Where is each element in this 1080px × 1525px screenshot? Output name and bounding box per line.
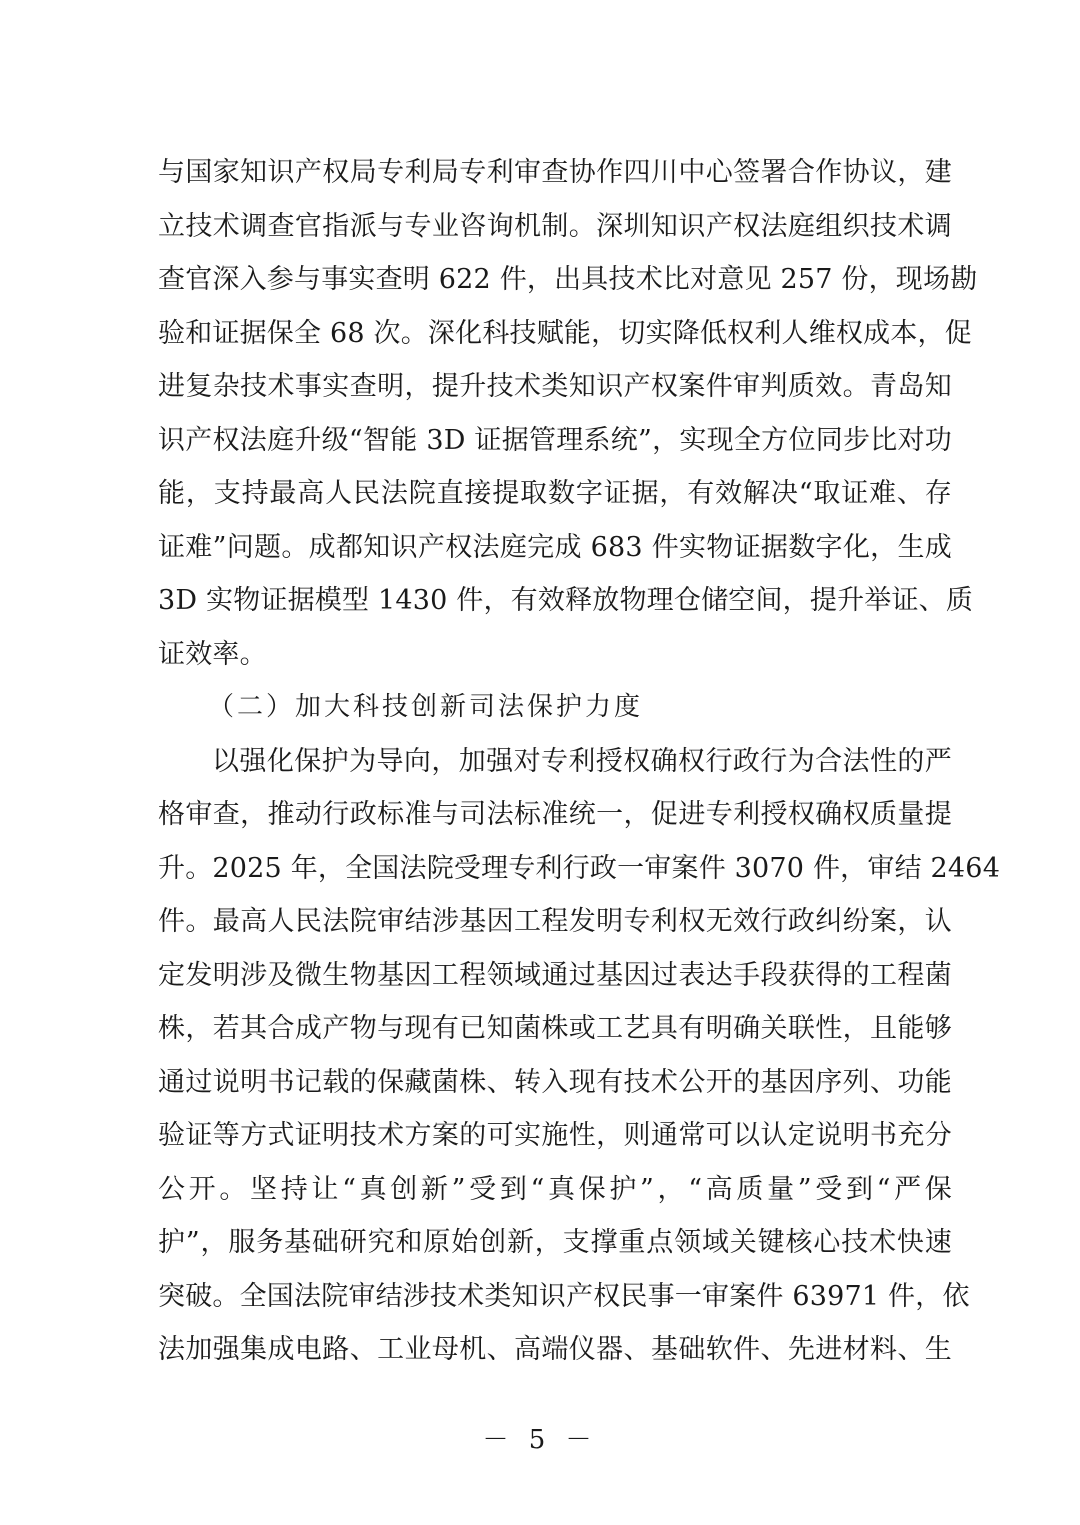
paragraph-line: 查官深入参与事实查明 622 件，出具技术比对意见 257 份，现场勘: [158, 264, 978, 295]
paragraph-line: 立技术调查官指派与专业咨询机制。深圳知识产权法庭组织技术调: [158, 210, 952, 242]
paragraph-line: 证效率。: [158, 638, 267, 670]
paragraph-line: 护”，服务基础研究和原始创新，支撑重点领域关键核心技术快速: [158, 1227, 952, 1258]
paragraph-line: 验证等方式证明技术方案的可实施性，则通常可以认定说明书充分: [158, 1120, 952, 1151]
paragraph-line: 株，若其合成产物与现有已知菌株或工艺具有明确关联性，且能够: [158, 1013, 952, 1044]
page-number: － 5 －: [482, 1425, 598, 1455]
paragraph-line: 3D 实物证据模型 1430 件，有效释放物理仓储空间，提升举证、质: [158, 585, 974, 616]
paragraph-line: 突破。全国法院审结涉技术类知识产权民事一审案件 63971 件，依: [158, 1280, 970, 1312]
paragraph-line: 法加强集成电路、工业母机、高端仪器、基础软件、先进材料、生: [158, 1334, 952, 1365]
body-text: [158, 146, 1001, 1377]
paragraph-line: 证难”问题。成都知识产权法庭完成 683 件实物证据数字化，生成: [158, 531, 952, 563]
paragraph-line: 与国家知识产权局专利局专利审查协作四川中心签署合作协议，建: [158, 157, 952, 188]
paragraph-line: 进复杂技术事实查明，提升技术类知识产权案件审判质效。青岛知: [158, 371, 952, 402]
paragraph-line: 识产权法庭升级“智能 3D 证据管理系统”，实现全方位同步比对功: [158, 424, 952, 456]
paragraph-line: 通过说明书记载的保藏菌株、转入现有技术公开的基因序列、功能: [158, 1066, 952, 1098]
paragraph-line: 验和证据保全 68 次。深化科技赋能，切实降低权利人维权成本，促: [158, 317, 972, 349]
paragraph-line: 以强化保护为导向，加强对专利授权确权行政行为合法性的严: [212, 745, 952, 777]
paragraph-line: 升。2025 年，全国法院受理专利行政一审案件 3070 件，审结 2464: [158, 852, 1001, 884]
paragraph-line: 定发明涉及微生物基因工程领域通过基因过表达手段获得的工程菌: [158, 959, 952, 991]
paragraph-line: 公开。坚持让“真创新”受到“真保护”，“高质量”受到“严保: [158, 1173, 952, 1205]
paragraph-line: 能，支持最高人民法院直接提取数字证据，有效解决“取证难、存: [158, 478, 952, 509]
section-heading: （二）加大科技创新司法保护力度: [208, 692, 644, 722]
paragraph-line: 格审查，推动行政标准与司法标准统一，促进专利授权确权质量提: [158, 799, 952, 830]
paragraph-line: 件。最高人民法院审结涉基因工程发明专利权无效行政纠纷案，认: [158, 906, 952, 937]
